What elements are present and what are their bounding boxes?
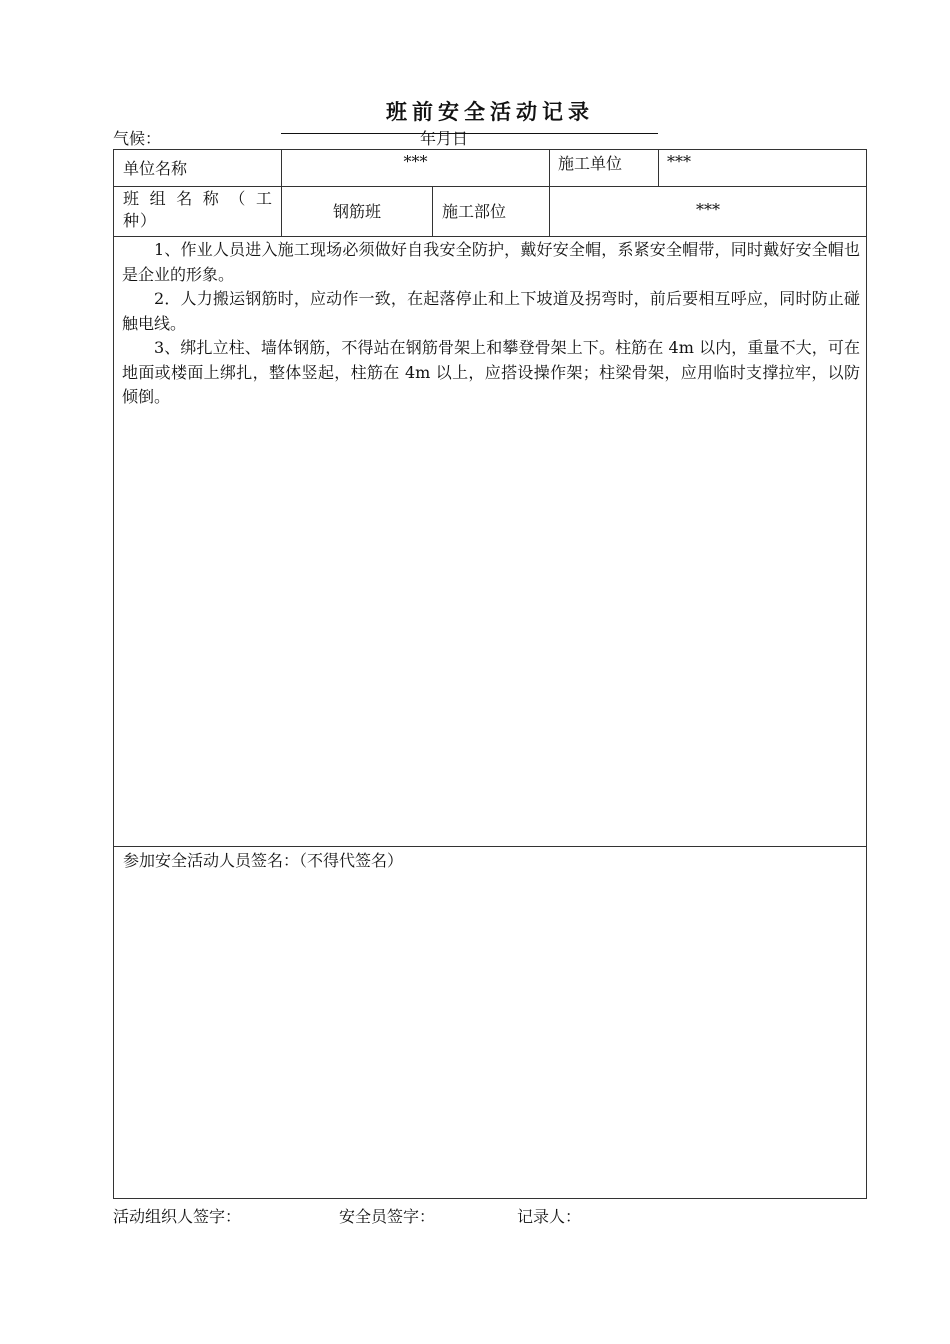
signature-label: 参加安全活动人员签名：（不得代签名）	[123, 851, 404, 870]
page-title: 班前安全活动记录	[386, 99, 594, 124]
safety-paragraph-1: 1、作业人员进入施工现场必须做好自我安全防护，戴好安全帽，系紧安全帽带，同时戴好安全帽也是企业的形象。	[122, 240, 860, 284]
record-form	[113, 149, 867, 1199]
construction-site-label: 施工部位	[442, 202, 507, 221]
safety-paragraph-2: 2．人力搬运钢筋时，应动作一致，在起落停止和上下坡道及拐弯时，前后要相互呼应，同时防止碰触电线。	[122, 289, 860, 333]
unit-name-label: 单位名称	[123, 159, 188, 178]
team-name-value[interactable]: 钢筋班	[332, 202, 381, 221]
row-divider-2	[114, 236, 866, 237]
unit-name-value[interactable]: ***	[403, 152, 428, 171]
col-divider-r1-b	[549, 150, 550, 236]
team-name-label: 班 组 名 称 （ 工 种）	[123, 189, 273, 230]
col-divider-r2-a	[432, 186, 433, 236]
safety-paragraph-3: 3、绑扎立柱、墙体钢筋，不得站在钢筋骨架上和攀登骨架上下。柱筋在 4m 以内，重量不大，可在地面或楼面上绑扎，整体竖起，柱筋在 4m 以上，应搭设操作架；柱梁骨架，应用临时支撑拉牢，以防倾倒。	[122, 338, 860, 406]
safety-content	[122, 238, 860, 410]
row-divider-1	[114, 186, 866, 187]
organizer-signature-label: 活动组织人签字：	[113, 1207, 242, 1226]
row-divider-3	[114, 846, 866, 847]
recorder-label: 记录人：	[517, 1207, 582, 1226]
weather-label: 气候：	[113, 129, 162, 148]
date-underline	[281, 133, 658, 134]
date-text: 年月日	[420, 129, 469, 148]
safety-officer-signature-label: 安全员签字：	[339, 1207, 436, 1226]
signature-area[interactable]	[114, 872, 866, 1198]
construction-unit-label: 施工单位	[558, 154, 623, 173]
col-divider-r1-c	[658, 150, 659, 186]
construction-unit-value[interactable]: ***	[667, 152, 691, 171]
construction-site-value[interactable]: ***	[696, 200, 720, 219]
